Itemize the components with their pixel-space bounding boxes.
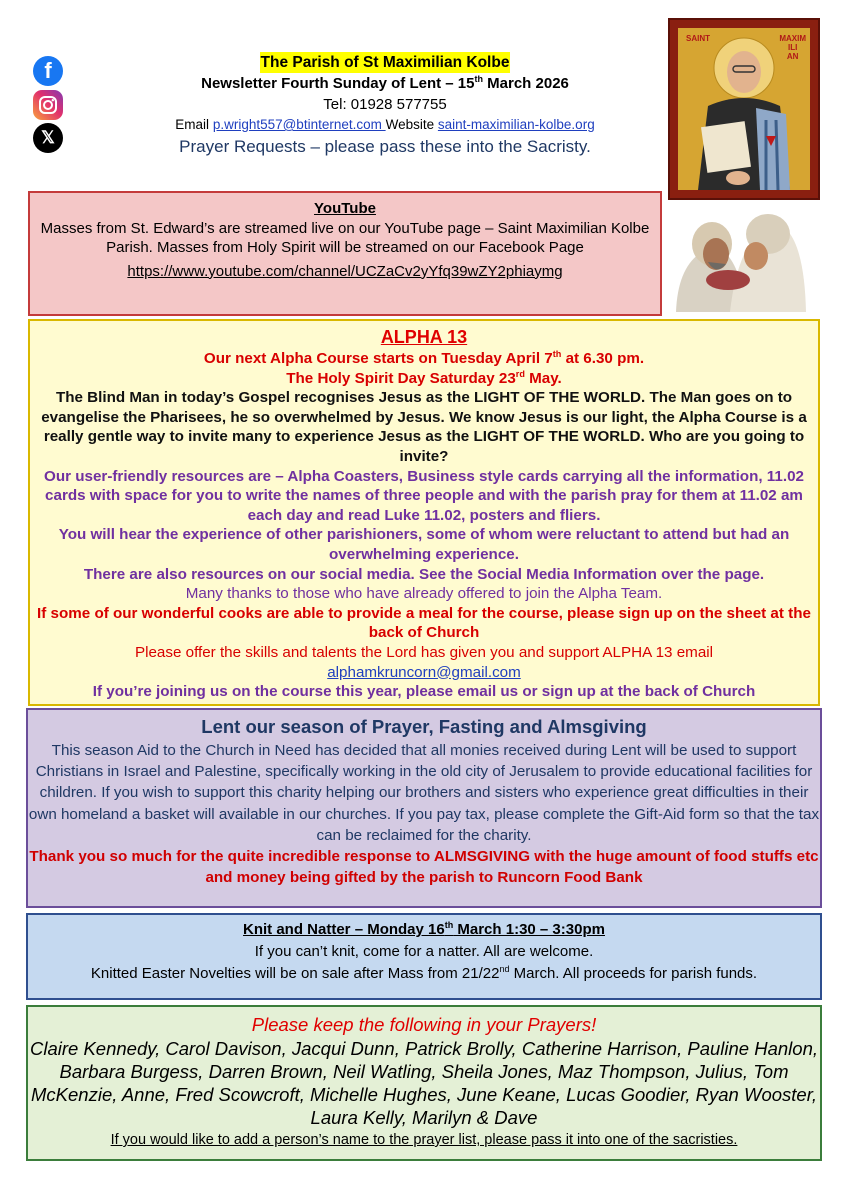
alpha-gospel-text: The Blind Man in today’s Gospel recognises Jesus as the LIGHT OF THE WORLD. The Man goes on to evangelise the Pharisees, he so overwhelmed by Jesus. We know Jesus is our light, the Alpha Course is a really gentle way to invite many to experience Jesus as the LIGHT OF THE WORLD. Who are you going to invite?: [41, 389, 807, 465]
two-men-illustration: [668, 200, 816, 312]
youtube-heading: YouTube: [314, 200, 376, 217]
lent-body: This season Aid to the Church in Need has decided that all monies received during Lent will be used to support Christians in Israel and Palestine, specifically working in the old city of Jerusalem to provide educational facilities for children. If you wish to support this charity helping our brothers and sisters who experience great difficulties in their own homeland a basket will available in our churches. If you pay tax, please complete the Gift-Aid form so that the tax can be reclaimed for the charity.: [28, 742, 820, 844]
alpha-resources-text: Our user-friendly resources are – Alpha Coasters, Business style cards carrying all the information, 11.02 cards with space for you to write the names of three people and with the parish pray for them at 11.02 am each day and read Luke 11.02, posters and fliers.: [44, 467, 804, 524]
parish-title: The Parish of St Maximilian Kolbe: [260, 54, 510, 71]
x-glyph: 𝕏: [41, 128, 55, 147]
knit-novelties: Knitted Easter Novelties will be on sale after Mass from 21/22nd March. All proceeds for parish funds.: [90, 964, 758, 982]
alpha-title: ALPHA 13: [380, 327, 468, 347]
knit-natter-box: [26, 913, 822, 1000]
saint-maximilian-icon-image: [668, 18, 820, 200]
prayer-names: Claire Kennedy, Carol Davison, Jacqui Dunn, Patrick Brolly, Catherine Harrison, Pauline Hanlon, Barbara Burgess, Darren Brown, Neil Watling, Sheila Jones, Maz Thompson, Julius, Tom McKenzie, Anne, Fred Scowcroft, Michelle Hughes, June Keane, Lucas Goodier, Ryan Wooster, Laura Kelly, Marilyn & Dave: [30, 1038, 818, 1128]
almsgiving-thanks: Thank you so much for the quite incredible response to ALMSGIVING with the huge amount of food stuffs etc and money being gifted by the parish to Runcorn Food Bank: [29, 848, 819, 887]
youtube-body: Masses from St. Edward’s are streamed live on our YouTube page – Saint Maximilian Kolbe Parish. Masses from Holy Spirit will be streamed on our Facebook Page: [40, 219, 650, 256]
newsletter-date: Newsletter Fourth Sunday of Lent – 15th March 2026: [201, 74, 569, 92]
instagram-glyph: [38, 95, 58, 115]
prayer-list-box: [26, 1005, 822, 1161]
saint-figure-icon: [678, 28, 810, 190]
alpha-join-text: If you’re joining us on the course this year, please email us or sign up at the back of Church: [92, 683, 756, 701]
lent-title: Lent our season of Prayer, Fasting and Almsgiving: [201, 716, 647, 737]
holy-spirit-day: The Holy Spirit Day Saturday 23rd May.: [286, 368, 562, 387]
alpha-experience-text: You will hear the experience of other parishioners, some of whom were reluctant to attend but had an overwhelming experience.: [58, 526, 790, 563]
prayer-requests-note: Prayer Requests – please pass these into the Sacristy.: [179, 137, 591, 156]
contact-line: Email p.wright557@btinternet.com Website saint-maximilian-kolbe.org: [175, 117, 595, 132]
youtube-box: [28, 191, 662, 316]
alpha-box: [28, 319, 820, 706]
facebook-icon[interactable]: [33, 56, 63, 86]
facebook-glyph: f: [44, 58, 52, 83]
lent-box: [26, 708, 822, 908]
prayer-list-title: Please keep the following in your Prayers!: [251, 1014, 597, 1035]
alpha-cooks-text: If some of our wonderful cooks are able to provide a meal for the course, please sign up on the sheet at the back of Church: [37, 604, 811, 642]
knit-title: Knit and Natter – Monday 16th March 1:30 – 3:30pm: [243, 920, 605, 938]
alpha-thanks-text: Many thanks to those who have already offered to join the Alpha Team.: [185, 585, 663, 603]
alpha-course-date: Our next Alpha Course starts on Tuesday April 7th at 6.30 pm.: [203, 348, 645, 367]
icon-saint-label: SAINT: [686, 34, 710, 43]
icon-name-label: MAXIM ILI AN: [779, 34, 806, 61]
email-link[interactable]: p.wright557@btinternet.com: [212, 117, 386, 132]
alpha-email-link[interactable]: alphamkruncorn@gmail.com: [327, 663, 521, 681]
knit-welcome: If you can’t knit, come for a natter. All are welcome.: [254, 943, 594, 960]
alpha-skills-text: Please offer the skills and talents the Lord has given you and support ALPHA 13 email: [134, 643, 714, 661]
newsletter-header: [120, 52, 650, 159]
alpha-social-media-text: There are also resources on our social media. See the Social Media Information over the page.: [83, 565, 765, 583]
x-icon[interactable]: [33, 123, 63, 153]
youtube-link[interactable]: https://www.youtube.com/channel/UCZaCv2yYfq39wZY2phiaymg: [127, 262, 563, 280]
website-link[interactable]: saint-maximilian-kolbe.org: [437, 117, 595, 132]
prayer-list-footer: If you would like to add a person’s name to the prayer list, please pass it into one of the sacristies.: [110, 1132, 738, 1148]
telephone: Tel: 01928 577755: [323, 96, 447, 113]
instagram-icon[interactable]: [33, 90, 63, 120]
